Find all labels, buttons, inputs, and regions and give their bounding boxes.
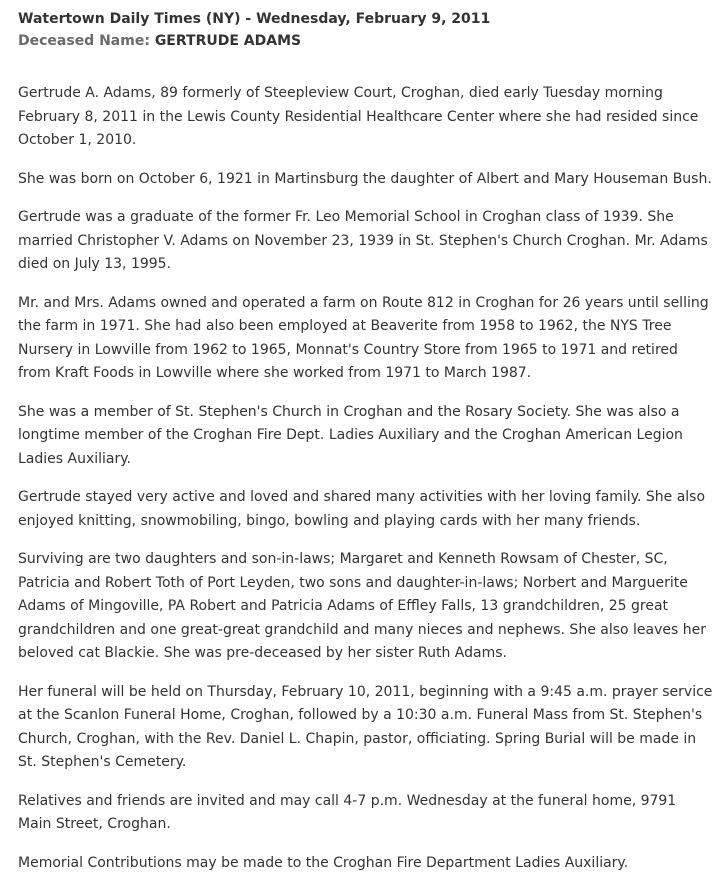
obituary-header (18, 8, 713, 52)
paragraph-memberships: She was a member of St. Stephen's Church in Croghan and the Rosary Society. She was also a longtime member of the Croghan Fire Dept. Ladies Auxiliary and the Croghan American Legion Ladies Auxiliary. (18, 403, 683, 467)
paragraph-memorials: Memorial Contributions may be made to the Croghan Fire Department Ladies Auxiliary. (18, 854, 629, 871)
obituary-body (18, 82, 713, 875)
header-separator: - (240, 11, 257, 27)
deceased-name-label: Deceased Name: (18, 33, 150, 49)
paragraph-hobbies: Gertrude stayed very active and loved and shared many activities with her loving family. She also enjoyed knitting, snowmobiling, bingo, bowling and playing cards with her many friends. (18, 489, 706, 529)
newspaper-name: Watertown Daily Times (NY) (18, 11, 241, 27)
paragraph-funeral: Her funeral will be held on Thursday, February 10, 2011, beginning with a 9:45 a.m. prayer service at the Scanlon Funeral Home, Croghan, followed by a 10:30 a.m. Funeral Mass from St. Stephen's Church, Croghan, with the Rev. Daniel L. Chapin, pastor, officiating. Spring Burial will be made in St. Stephen's Cemetery. (18, 683, 713, 770)
paragraph-calling-hours: Relatives and friends are invited and may call 4-7 p.m. Wednesday at the funeral home, 9791 Main Street, Croghan. (18, 792, 677, 832)
publication-line (18, 8, 713, 30)
paragraph-career: Mr. and Mrs. Adams owned and operated a farm on Route 812 in Croghan for 26 years until selling the farm in 1971. She had also been employed at Beaverite from 1958 to 1962, the NYS Tree Nursery in Lowville from 1962 to 1965, Monnat's Country Store from 1965 to 1971 and retired from Kraft Foods in Lowville where she worked from 1971 to March 1987. (18, 294, 709, 381)
paragraph-survivors: Surviving are two daughters and son-in-laws; Margaret and Kenneth Rowsam of Chester, SC, Patricia and Robert Toth of Port Leyden, two sons and daughter-in-laws; Norbert and Marguerite Adams of Mingoville, PA Robert and Patricia Adams of Effley Falls, 13 grandchildren, 25 great grandchildren and one great-great grandchild and many nieces and nephews. She also leaves her beloved cat Blackie. She was pre-deceased by her sister Ruth Adams. (18, 551, 707, 661)
publication-date: Wednesday, February 9, 2011 (256, 11, 491, 27)
paragraph-education-marriage: Gertrude was a graduate of the former Fr. Leo Memorial School in Croghan class of 1939. She married Christopher V. Adams on November 23, 1939 in St. Stephen's Church Croghan. Mr. Adams died on July 13, 1995. (18, 209, 708, 272)
deceased-name: GERTRUDE ADAMS (154, 33, 302, 49)
paragraph-death-notice: Gertrude A. Adams, 89 formerly of Steepleview Court, Croghan, died early Tuesday morning February 8, 2011 in the Lewis County Residential Healthcare Center where she had resided since October 1, 2010. (18, 85, 699, 148)
paragraph-birth: She was born on October 6, 1921 in Martinsburg the daughter of Albert and Mary Houseman Bush. (18, 170, 712, 187)
deceased-line (18, 30, 713, 52)
